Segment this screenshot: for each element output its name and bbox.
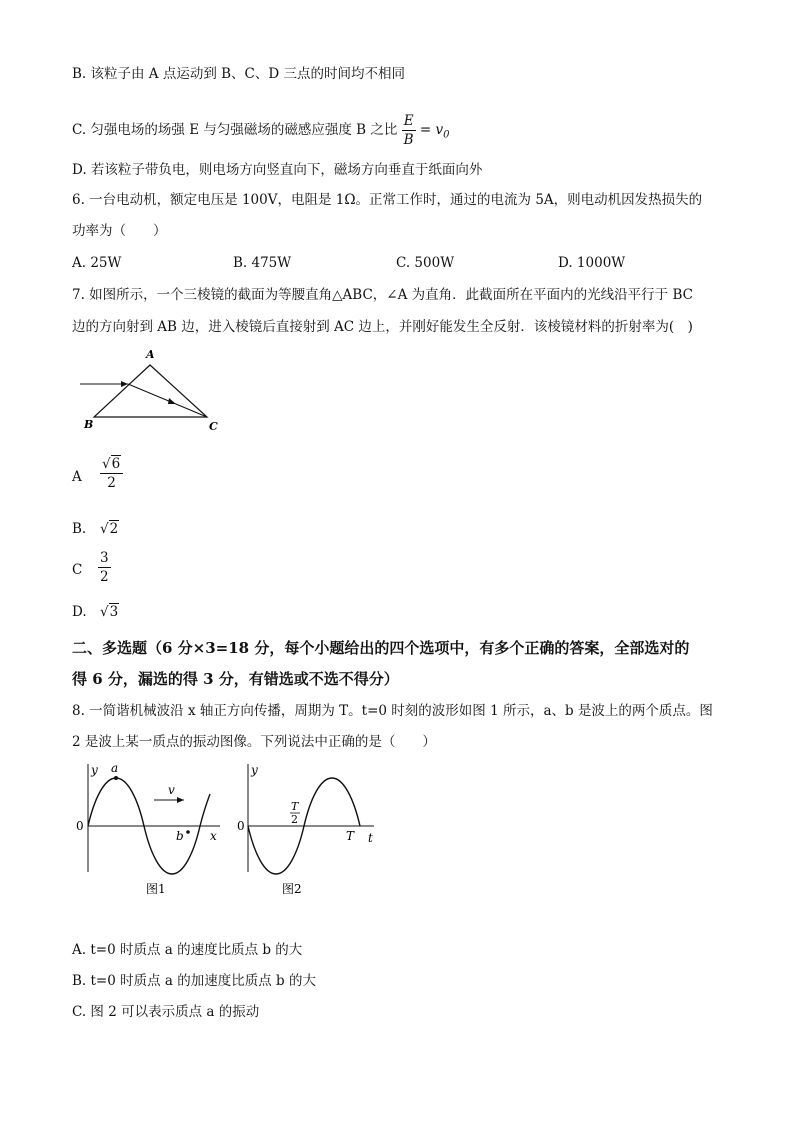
frac-3-over-2: [98, 549, 111, 586]
q5-option-c: [72, 112, 450, 149]
point-b-marker: [186, 830, 190, 834]
q6-option-b: B. 475W: [233, 255, 292, 271]
frac-denominator: 2: [100, 569, 109, 585]
frac-numerator: √6: [100, 455, 123, 474]
fig1-caption: 图1: [146, 882, 166, 896]
q6-stem-line1: 6. 一台电动机，额定电压是 100V，电阻是 1Ω。正常工作时，通过的电流为 5A，则电动机因发热损失的: [72, 192, 703, 208]
q7-option-a-label: A: [72, 469, 82, 485]
q8-stem-line1: 8. 一简谐机械波沿 x 轴正方向传播，周期为 T。t=0 时刻的波形如图 1 所示，a、b 是波上的两个质点。图: [72, 703, 713, 719]
q8-option-c: C. 图 2 可以表示质点 a 的振动: [72, 1004, 260, 1020]
frac-denominator: 2: [107, 475, 116, 491]
fig2-half-period-den: 2: [291, 813, 298, 826]
section2-heading-line2: 得 6 分，漏选的得 3 分，有错选或不选不得分）: [72, 670, 399, 688]
ratio-numerator: E: [402, 112, 416, 131]
ratio-rhs: = v: [419, 122, 444, 138]
fig2-origin-label: 0: [237, 819, 245, 833]
q8-stem-line2: 2 是波上某一质点的振动图像。下列说法中正确的是（ ）: [72, 734, 436, 750]
q6-option-d: D. 1000W: [558, 255, 626, 271]
q6-option-c: C. 500W: [396, 255, 455, 271]
q7-option-c-value: [98, 549, 111, 586]
radicand-3: 3: [109, 604, 119, 620]
velocity-arrow-head: [177, 797, 184, 803]
q7-option-b-value: √2: [100, 521, 119, 537]
q7-option-d-value: √3: [100, 604, 119, 620]
q5-option-b: B. 该粒子由 A 点运动到 B、C、D 三点的时间均不相同: [72, 66, 405, 82]
fig1-y-label: y: [91, 763, 98, 777]
fig2-period-label: T: [346, 829, 355, 843]
vertex-c-label: C: [209, 420, 218, 433]
fig1-x-label: x: [210, 829, 217, 843]
frac-numerator: 3: [100, 550, 109, 566]
q7-stem-line2: 边的方向射到 AB 边，进入棱镜后直接射到 AC 边上，并刚好能发生全反射．该棱镜材料的折射率为( ): [72, 319, 693, 335]
fig1-b-label: b: [176, 829, 184, 843]
q7-option-a-value: [100, 455, 123, 492]
q7-option-d-label: D.: [72, 604, 87, 620]
q8-option-a: A. t=0 时质点 a 的速度比质点 b 的大: [72, 942, 303, 958]
vertex-b-label: B: [84, 418, 94, 431]
section2-heading-line1: 二、多选题（6 分×3=18 分，每个小题给出的四个选项中，有多个正确的答案，全部选对的: [72, 639, 690, 657]
q6-stem-line2: 功率为（ ）: [72, 223, 167, 239]
frac-root6-over-2: [100, 455, 123, 492]
radicand-2: 2: [109, 521, 119, 537]
q7-option-b-label: B.: [72, 521, 87, 537]
q7-stem-line1: 7. 如图所示，一个三棱镜的截面为等腰直角△ABC，∠A 为直角．此截面所在平面内的光线沿平行于 BC: [72, 287, 693, 303]
prism-figure: [72, 340, 232, 440]
fig2-t-label: t: [368, 831, 373, 845]
fig1-origin-label: 0: [76, 819, 84, 833]
q5-option-d: D. 若该粒子带负电，则电场方向竖直向下，磁场方向垂直于纸面向外: [72, 162, 483, 178]
prism-triangle: [94, 365, 207, 417]
ratio-rhs-subscript: 0: [443, 129, 450, 141]
q7-option-c-label: C: [72, 562, 83, 578]
ratio-e-over-b: [402, 112, 416, 149]
fig1-a-label: a: [111, 761, 119, 775]
radicand-6: 6: [111, 456, 121, 472]
fig2-caption: 图2: [282, 882, 302, 896]
fig2-half-period-num: T: [291, 800, 299, 813]
q8-option-b: B. t=0 时质点 a 的加速度比质点 b 的大: [72, 973, 316, 989]
refracted-ray: [128, 384, 207, 417]
fig1-v-label: v: [168, 783, 175, 797]
q6-option-a: A. 25W: [72, 255, 122, 271]
vertex-a-label: A: [146, 348, 155, 361]
point-a-marker: [114, 776, 118, 780]
ratio-denominator: B: [403, 132, 414, 148]
wave-figure-2: [232, 760, 382, 900]
q5-option-c-text: C. 匀强电场的场强 E 与匀强磁场的磁感应强度 B 之比: [72, 122, 398, 138]
fig2-y-label: y: [251, 763, 258, 777]
wave-figure-1: [72, 760, 222, 900]
refracted-ray-arrow: [168, 398, 176, 404]
